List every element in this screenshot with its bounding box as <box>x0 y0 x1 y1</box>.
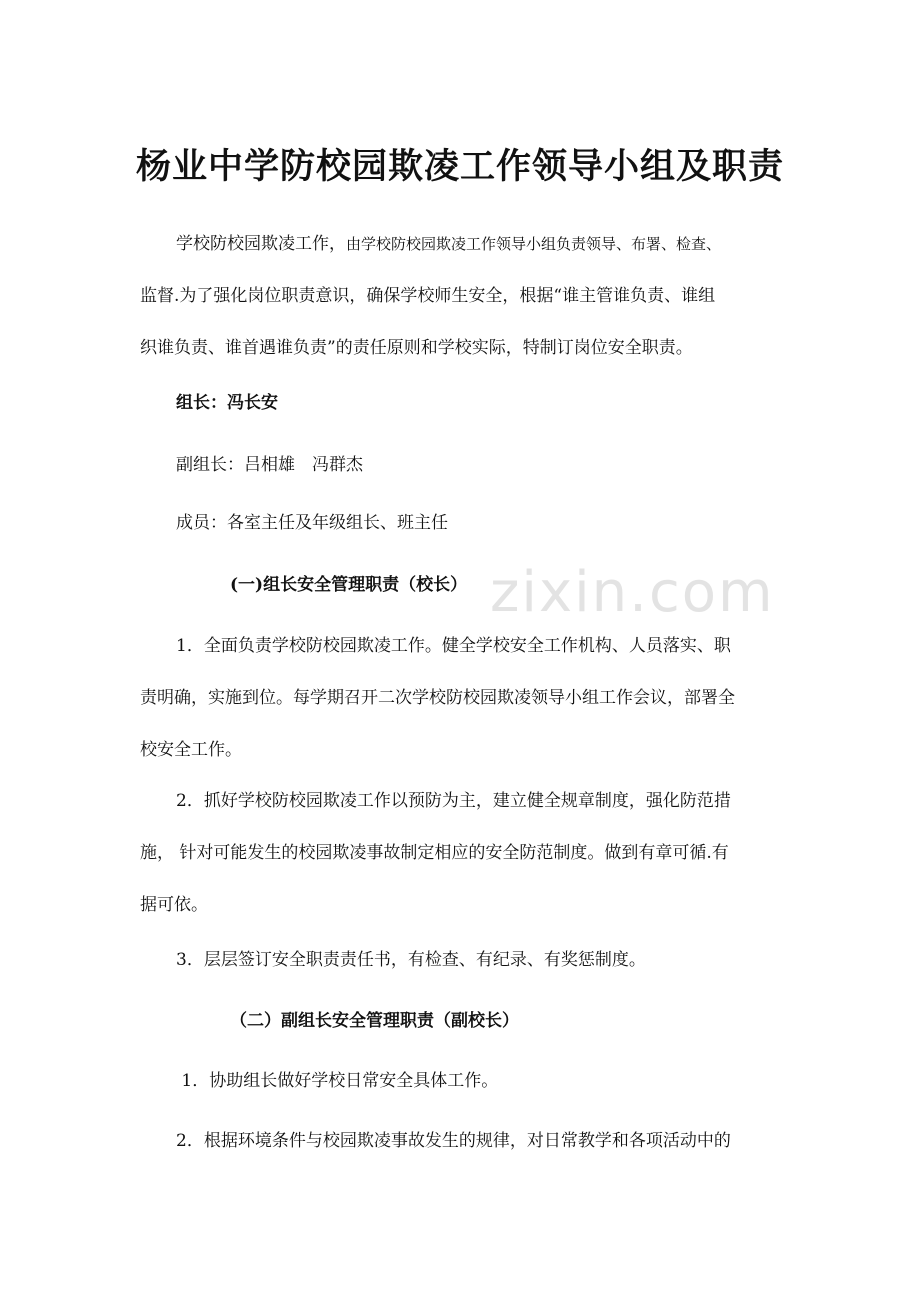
intro-line-1-part-b: 由学校防校园欺凌工作领导小组负责领导、布署、检查、 <box>346 235 722 253</box>
section-1-item-3 <box>140 934 790 986</box>
section-1-item-1-line-2: 责明确，实施到位。每学期召开二次学校防校园欺凌领导小组工作会议，部署全 <box>140 688 735 708</box>
section-2-heading-text: （二）副组长安全管理职责（副校长） <box>230 1011 519 1031</box>
intro-paragraph <box>140 218 790 374</box>
section-1-item-3-text: 3．层层签订安全职责责任书，有检查、有纪录、有奖惩制度。 <box>176 950 646 970</box>
intro-line-1 <box>140 218 790 270</box>
section-1-heading-text: (一)组长安全管理职责（校长） <box>230 575 468 595</box>
intro-line-2: 监督.为了强化岗位职责意识，确保学校师生安全，根据“谁主管谁负责、谁组 <box>140 286 716 306</box>
deputy-line <box>140 439 790 491</box>
leader-line <box>140 377 790 429</box>
members-line <box>140 497 790 549</box>
intro-line-3: 织谁负责、谁首遇谁负责”的责任原则和学校实际，特制订岗位安全职责。 <box>140 338 693 358</box>
section-2-item-1-text: 1．协助组长做好学校日常安全具体工作。 <box>176 1071 499 1091</box>
leader-text: 组长：冯长安 <box>176 393 278 413</box>
section-2-heading <box>230 995 880 1047</box>
section-2-item-2 <box>140 1115 790 1167</box>
section-1-item-2 <box>140 775 790 931</box>
section-1-item-1 <box>140 620 790 776</box>
section-1-heading <box>230 559 880 611</box>
section-2-item-1 <box>140 1055 790 1107</box>
section-1-item-2-line-3: 据可依。 <box>140 895 208 915</box>
section-1-item-2-line-1: 2．抓好学校防校园欺凌工作以预防为主，建立健全规章制度，强化防范措 <box>176 791 731 811</box>
section-1-item-1-line-1: 1．全面负责学校防校园欺凌工作。健全学校安全工作机构、人员落实、职 <box>176 636 731 656</box>
section-1-item-2-line-2: 施， 针对可能发生的校园欺凌事故制定相应的安全防范制度。做到有章可循.有 <box>140 843 729 863</box>
watermark-text: zixin.com <box>490 560 775 625</box>
members-text: 成员：各室主任及年级组长、班主任 <box>176 513 448 533</box>
intro-line-1-part-a: 学校防校园欺凌工作， <box>176 234 346 254</box>
document-title: 杨业中学防校园欺凌工作领导小组及职责 <box>135 146 784 187</box>
section-1-item-1-line-3: 校安全工作。 <box>140 740 242 760</box>
deputy-text: 副组长：吕相雄 冯群杰 <box>176 455 363 475</box>
section-2-item-2-text: 2．根据环境条件与校园欺凌事故发生的规律，对日常教学和各项活动中的 <box>176 1131 731 1151</box>
